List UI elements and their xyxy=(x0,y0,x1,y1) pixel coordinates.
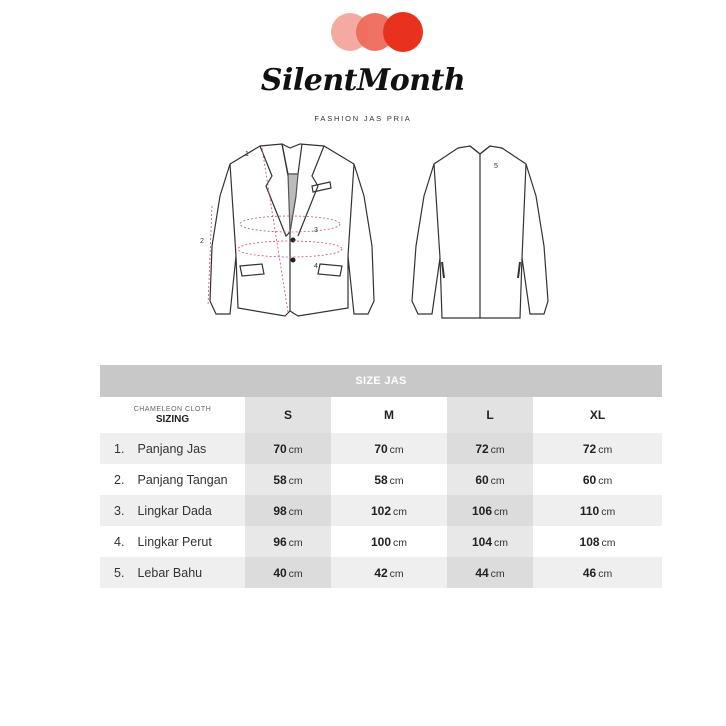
cell-xl xyxy=(533,433,662,464)
cell-value: 72 xyxy=(475,441,489,456)
size-table xyxy=(100,365,662,588)
cell-value: 46 xyxy=(582,565,597,580)
back-number-labels xyxy=(494,163,498,170)
row-number: 2. xyxy=(114,472,125,487)
brand-sizing-cell xyxy=(100,397,245,433)
cell-unit: cm xyxy=(389,443,404,456)
jacket-back xyxy=(412,146,548,318)
col-header-l: L xyxy=(447,397,533,433)
cell-s xyxy=(245,464,331,495)
cell-unit: cm xyxy=(288,536,303,549)
cell-unit: cm xyxy=(393,536,408,549)
cell-m xyxy=(331,557,447,588)
cell-xl xyxy=(533,495,662,526)
row-number: 4. xyxy=(114,534,125,549)
row-label: Lebar Bahu xyxy=(137,565,203,580)
row-label: Panjang Jas xyxy=(137,441,207,456)
cell-value: 100 xyxy=(370,534,392,549)
logo-circle-dark xyxy=(383,12,423,52)
label-1: 1 xyxy=(245,151,249,158)
cell-l xyxy=(447,464,533,495)
cell-unit: cm xyxy=(288,474,303,487)
cell-l xyxy=(447,433,533,464)
brand-small-text: CHAMELEON CLOTH xyxy=(133,405,212,413)
brand-logo-circles xyxy=(330,12,426,54)
brand-tagline: FASHION JAS PRIA xyxy=(314,114,412,123)
cell-value: 42 xyxy=(374,565,388,580)
row-label: Lingkar Perut xyxy=(137,534,212,549)
cell-value: 58 xyxy=(374,472,388,487)
row-number: 5. xyxy=(114,565,125,580)
jacket-diagram xyxy=(190,136,570,326)
table-row xyxy=(100,557,662,588)
cell-s xyxy=(245,526,331,557)
cell-unit: cm xyxy=(288,505,303,518)
cell-unit: cm xyxy=(490,567,505,580)
cell-value: 40 xyxy=(273,565,287,580)
cell-unit: cm xyxy=(490,443,505,456)
row-label: Lingkar Dada xyxy=(137,503,212,518)
table-header-row xyxy=(100,397,662,433)
cell-value: 72 xyxy=(582,441,597,456)
cell-xl xyxy=(533,526,662,557)
label-3: 3 xyxy=(314,227,318,234)
cell-l xyxy=(447,526,533,557)
cell-unit: cm xyxy=(389,474,404,487)
row-number: 1. xyxy=(114,441,125,456)
cell-xl xyxy=(533,557,662,588)
cell-unit: cm xyxy=(494,536,509,549)
cell-value: 98 xyxy=(273,503,287,518)
cell-value: 102 xyxy=(370,503,392,518)
table-row xyxy=(100,433,662,464)
cell-unit: cm xyxy=(598,567,613,580)
col-header-m: M xyxy=(384,408,394,422)
table-row xyxy=(100,526,662,557)
measurement-guides xyxy=(208,148,342,312)
cell-xl xyxy=(533,464,662,495)
cell-value: 108 xyxy=(579,534,600,549)
cell-value: 60 xyxy=(475,472,489,487)
cell-l xyxy=(447,495,533,526)
table-title: SIZE JAS xyxy=(100,365,662,397)
label-2: 2 xyxy=(200,238,204,245)
cell-s xyxy=(245,557,331,588)
cell-value: 96 xyxy=(273,534,287,549)
table-title-row xyxy=(100,365,662,397)
cell-value: 70 xyxy=(374,441,388,456)
sizing-label: SIZING xyxy=(155,413,190,425)
cell-unit: cm xyxy=(389,567,404,580)
label-4: 4 xyxy=(314,263,318,270)
cell-unit: cm xyxy=(490,474,505,487)
cell-m xyxy=(331,495,447,526)
cell-value: 106 xyxy=(471,503,493,518)
label-5: 5 xyxy=(494,163,498,170)
brand-name: SilentMonth xyxy=(260,63,466,98)
col-header-xl: XL xyxy=(589,408,606,422)
cell-value: 60 xyxy=(582,472,597,487)
cell-value: 44 xyxy=(475,565,489,580)
cell-value: 70 xyxy=(273,441,287,456)
cell-unit: cm xyxy=(288,567,303,580)
col-header-s: S xyxy=(245,397,331,433)
cell-unit: cm xyxy=(601,536,616,549)
row-label: Panjang Tangan xyxy=(137,472,228,487)
jacket-front xyxy=(210,144,374,316)
cell-m xyxy=(331,526,447,557)
cell-value: 104 xyxy=(471,534,493,549)
cell-value: 110 xyxy=(579,503,600,518)
cell-value: 58 xyxy=(273,472,287,487)
cell-m xyxy=(331,464,447,495)
cell-unit: cm xyxy=(598,474,613,487)
cell-unit: cm xyxy=(494,505,509,518)
row-number: 3. xyxy=(114,503,125,518)
cell-s xyxy=(245,495,331,526)
cell-m xyxy=(331,433,447,464)
cell-l xyxy=(447,557,533,588)
table-row xyxy=(100,464,662,495)
cell-unit: cm xyxy=(393,505,408,518)
table-row xyxy=(100,495,662,526)
cell-s xyxy=(245,433,331,464)
cell-unit: cm xyxy=(601,505,616,518)
cell-unit: cm xyxy=(288,443,303,456)
cell-unit: cm xyxy=(598,443,613,456)
